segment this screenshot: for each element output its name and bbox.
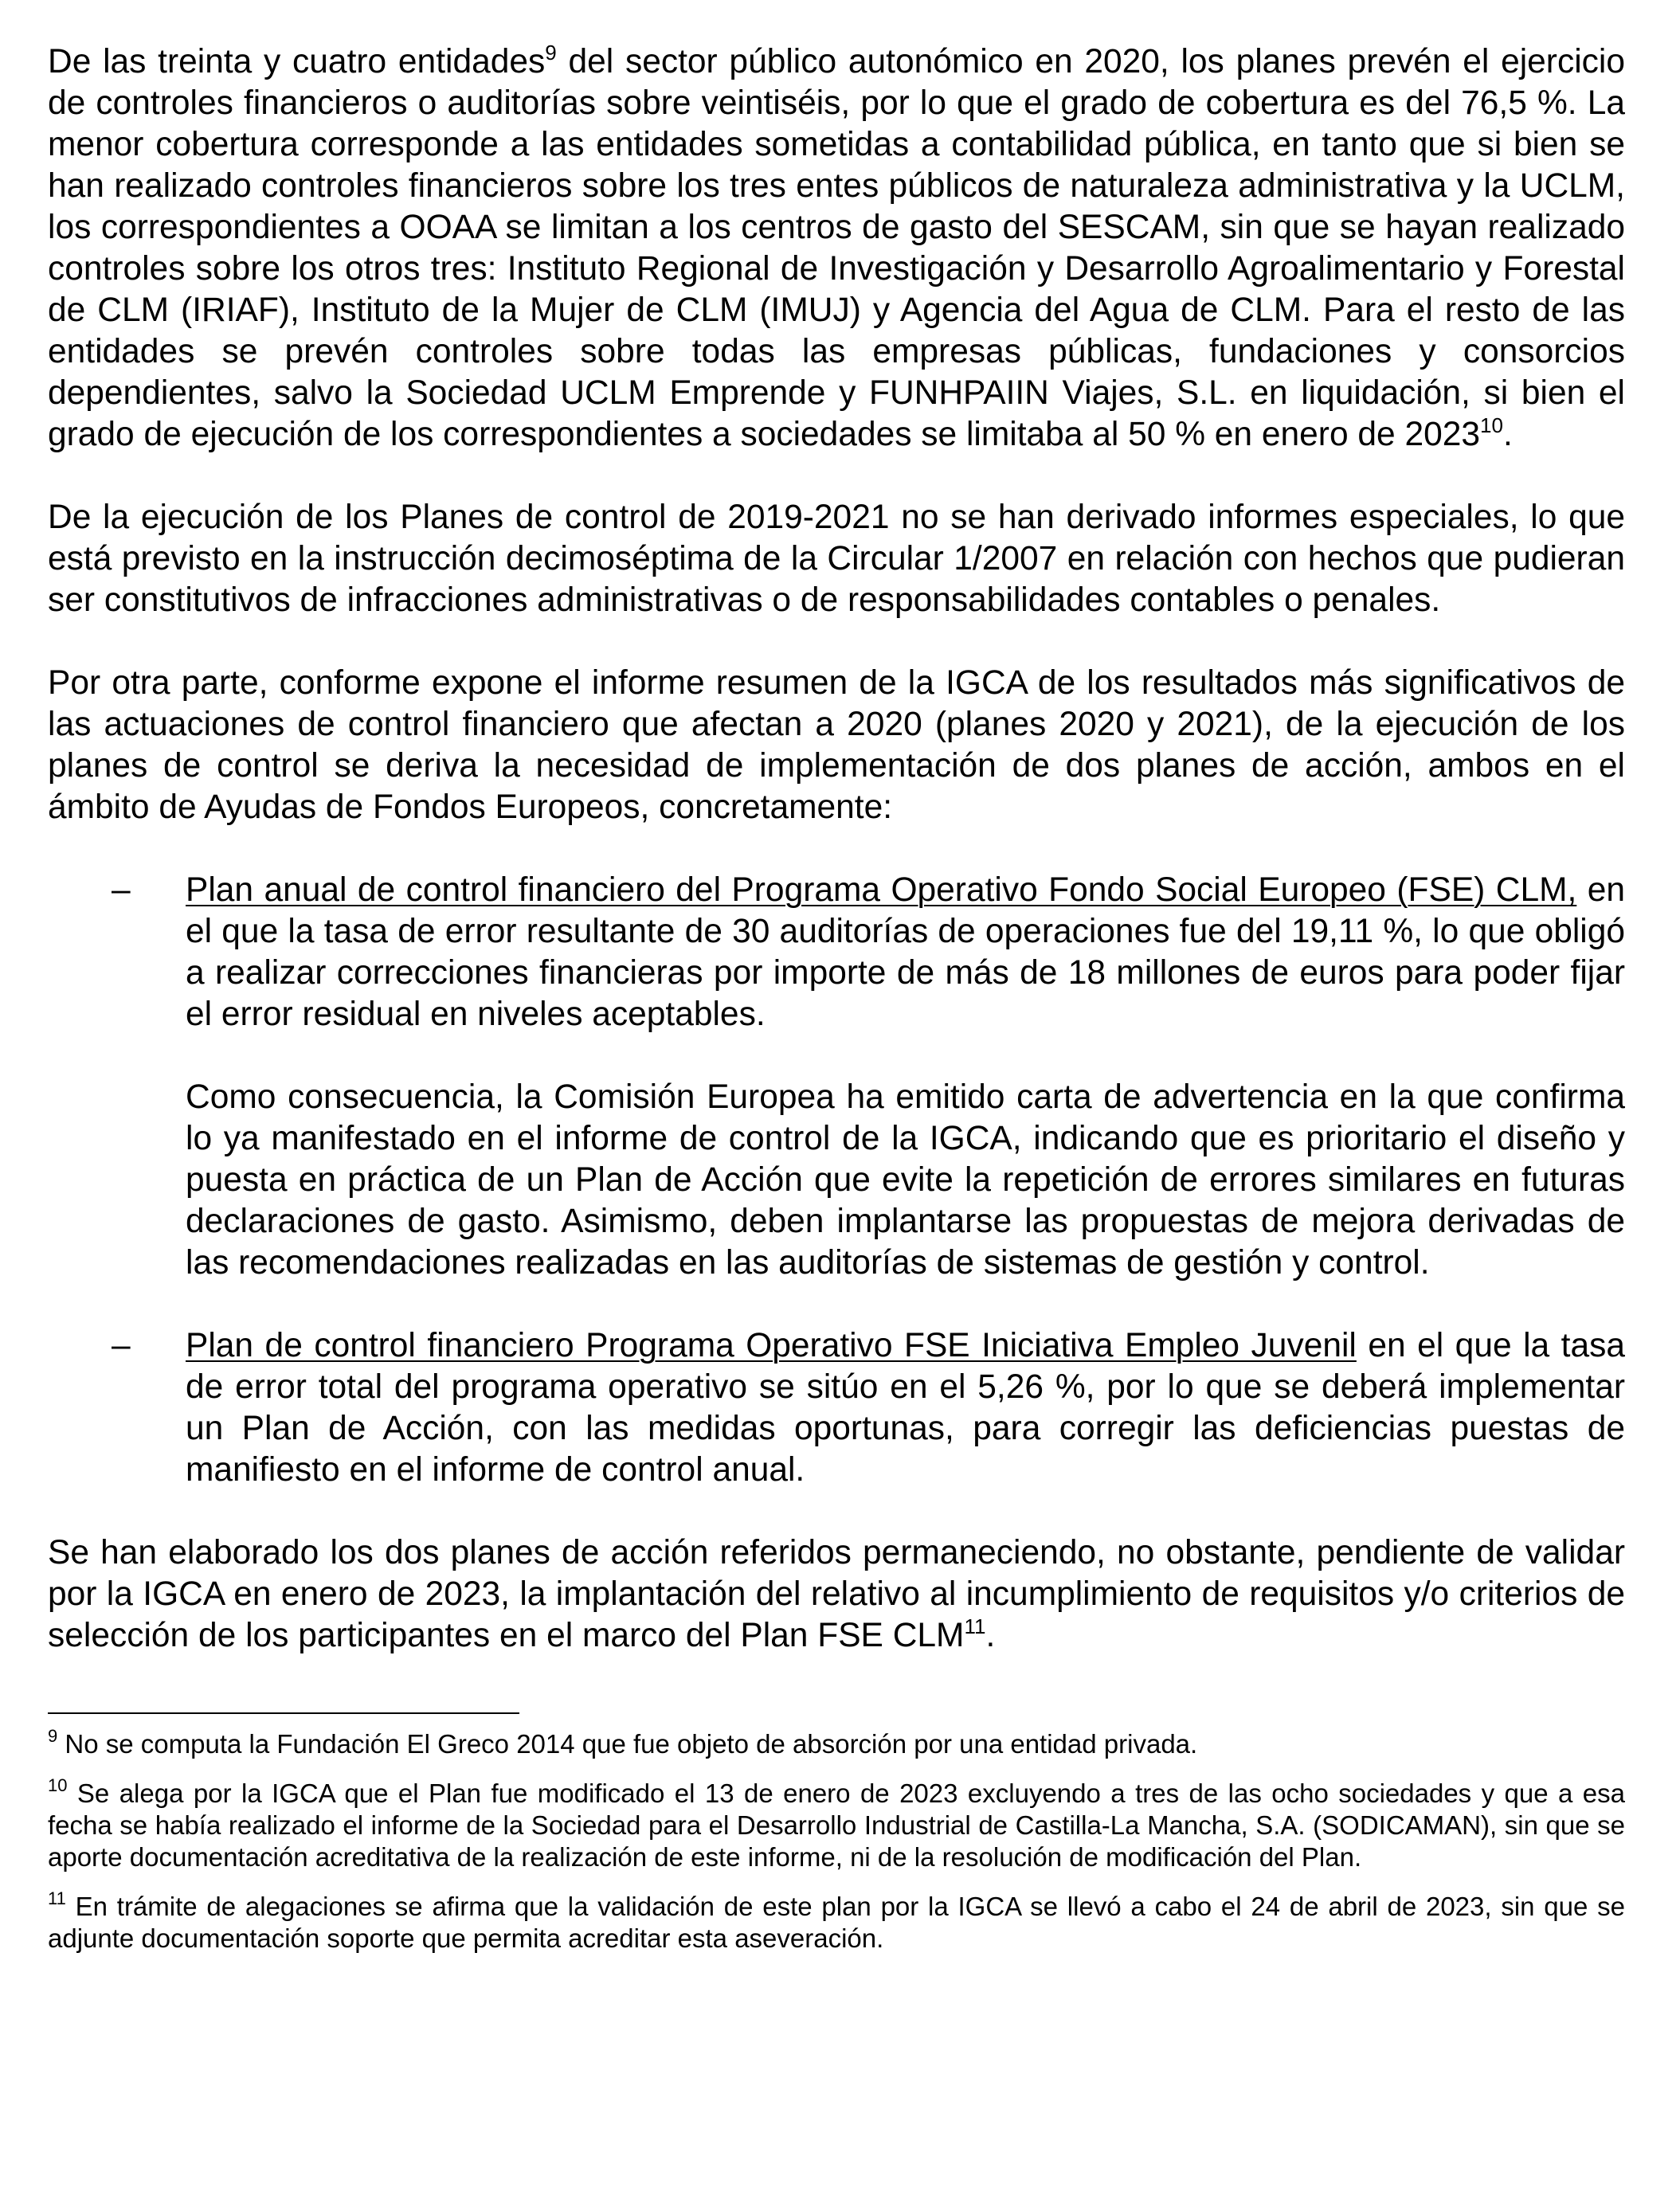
- footnote-number: 9: [48, 1726, 58, 1746]
- list-item-continuation: Como consecuencia, la Comisión Europea ha emitido carta de advertencia en la que confirma lo ya manifestado en el informe de control de la IGCA, indicando que es prioritario el diseño y puesta en práctica de un Plan de Acción que evite la repetición de errores similares en futuras declaraciones de gasto. Asimismo, deben implantarse las propuestas de mejora derivadas de las recomendaciones realizadas en las auditorías de sistemas de gestión y control.: [186, 1078, 1625, 1282]
- paragraph-special-reports: De la ejecución de los Planes de control de 2019-2021 no se han derivado informes especiales, lo que está previsto en la instrucción decimoséptima de la Circular 1/2007 en relación con hechos que pudieran ser constitutivos de infracciones administrativas o de responsabilidades contables o penales.: [48, 499, 1625, 619]
- list-item-text: [186, 1325, 1625, 1491]
- plan-title-fse-clm: Plan anual de control financiero del Programa Operativo Fondo Social Europeo (FSE) CLM,: [186, 871, 1577, 909]
- paragraph-text: De las treinta y cuatro entidades: [48, 43, 546, 80]
- footnote-9: [48, 1728, 1625, 1760]
- footnote-text: No se computa la Fundación El Greco 2014 que fue objeto de absorción por una entidad privada.: [57, 1729, 1198, 1759]
- paragraph-text: Se han elaborado los dos planes de acción referidos permaneciendo, no obstante, pendiente de validar por la IGCA en enero de 2023, la implantación del relativo al incumplimiento de requisitos y/o criterios de selección de los participantes en el marco del Plan FSE CLM: [48, 1534, 1625, 1654]
- footnote-ref-11[interactable]: 11: [964, 1614, 986, 1638]
- footnote-10: [48, 1775, 1625, 1873]
- footnote-ref-9[interactable]: 9: [545, 41, 557, 65]
- list-item-text: [186, 870, 1625, 1035]
- action-plans-list: [48, 870, 1625, 1491]
- paragraph-text: .: [1502, 416, 1513, 453]
- paragraph-action-plans-intro: Por otra parte, conforme expone el informe resumen de la IGCA de los resultados más significativos de las actuaciones de control financiero que afectan a 2020 (planes 2020 y 2021), de la ejecución de los planes de control se deriva la necesidad de implementación de dos planes de acción, ambos en el ámbito de Ayudas de Fondos Europeos, concretamente:: [48, 664, 1625, 826]
- paragraph-coverage: [48, 41, 1625, 456]
- footnote-text: En trámite de alegaciones se afirma que la validación de este plan por la IGCA se llevó a cabo el 24 de abril de 2023, sin que se adjunte documentación soporte que permita acreditar esta aseveración.: [48, 1892, 1625, 1953]
- paragraph-plans-status: [48, 1532, 1625, 1657]
- dash-bullet: –: [112, 1327, 131, 1364]
- plan-title-empleo-juvenil: Plan de control financiero Programa Operativo FSE Iniciativa Empleo Juvenil: [186, 1327, 1357, 1364]
- list-item-fse-clm: [48, 870, 1625, 1284]
- footnote-text: Se alega por la IGCA que el Plan fue modificado el 13 de enero de 2023 excluyendo a tres de las ocho sociedades y que a esa fecha se había realizado el informe de la Sociedad para el Desarrollo Industrial de Castilla-La Mancha, S.A. (SODICAMAN), sin que se aporte documentación acreditativa de la realización de este informe, ni de la resolución de modificación del Plan.: [48, 1779, 1625, 1872]
- footnote-number: 10: [48, 1775, 68, 1795]
- dash-bullet: –: [112, 871, 131, 909]
- footnote-number: 11: [48, 1888, 66, 1908]
- document-page: [48, 41, 1625, 1972]
- footnote-ref-10[interactable]: 10: [1480, 413, 1503, 437]
- footnotes: [48, 1728, 1625, 1955]
- footnote-separator: [48, 1712, 519, 1714]
- list-item-body: en el que la tasa de error total del programa operativo se sitúo en el 5,26 %, por lo que se deberá implementar un Plan de Acción, con las medidas oportunas, para corregir las deficiencias puestas de manifiesto en el informe de control anual.: [186, 1327, 1625, 1489]
- paragraph-text: del sector público autonómico en 2020, los planes prevén el ejercicio de controles financieros o auditorías sobre veintiséis, por lo que el grado de cobertura es del 76,5 %. La menor cobertura corresponde a las entidades sometidas a contabilidad pública, en tanto que si bien se han realizado controles financieros sobre los tres entes públicos de naturaleza administrativa y la UCLM, los correspondientes a OOAA se limitan a los centros de gasto del SESCAM, sin que se hayan realizado controles sobre los otros tres: Instituto Regional de Investigación y Desarrollo Agroalimentario y Forestal de CLM (IRIAF), Instituto de la Mujer de CLM (IMUJ) y Agencia del Agua de CLM. Para el resto de las entidades se prevén controles sobre todas las empresas públicas, fundaciones y consorcios dependientes, salvo la Sociedad UCLM Emprende y FUNHPAIIN Viajes, S.L. en liquidación, si bien el grado de ejecución de los correspondientes a sociedades se limitaba al 50 % en enero de 2023: [48, 43, 1625, 453]
- list-item-empleo-juvenil: [48, 1325, 1625, 1491]
- footnote-11: [48, 1888, 1625, 1955]
- paragraph-text: .: [985, 1617, 996, 1654]
- list-item-body: en el que la tasa de error resultante de 30 auditorías de operaciones fue del 19,11 %, lo que obligó a realizar correcciones financieras por importe de más de 18 millones de euros para poder fijar el error residual en niveles aceptables.: [186, 871, 1625, 1033]
